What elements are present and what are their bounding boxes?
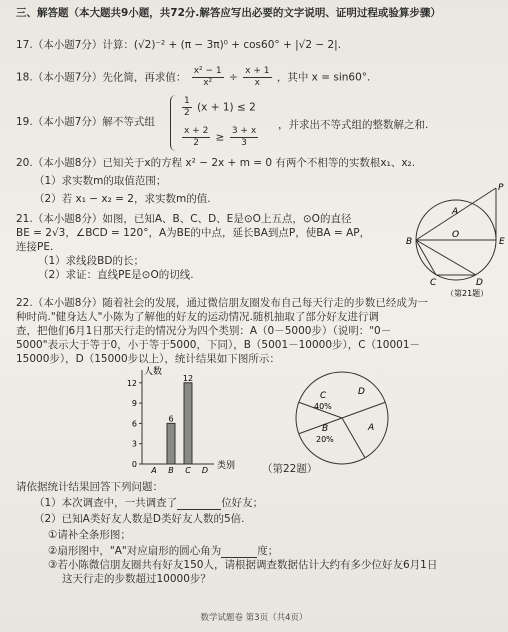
label-o: O [452,230,460,240]
q21-part-1: （1）求线段BD的长； [38,255,144,267]
q19-inequality-1 [180,96,256,119]
section-title: 三、解答题（本大题共9小题，共72分.解答应写出必要的文字说明、证明过程或验算步骤） [16,7,441,19]
q19-ineq2-lden: 2 [193,138,200,148]
bar-category-label-C: C [185,466,191,474]
q22-a1-blank[interactable] [177,499,221,510]
question-17 [16,38,341,52]
q22-prompt: 请依据统计结果回答下列问题： [16,481,163,493]
q22-line-2: 种时尚."健身达人"小陈为了解他的好友的运动情况.随机抽取了部分好友进行调 [16,311,379,323]
q22-line-5: 15000步），D（15000步以上），统计结果如下图所示： [16,353,280,365]
q18-label: 18.（本小题7分）先化简，再求值： [16,71,187,84]
label-e: E [499,237,505,247]
pie-divider [342,418,365,458]
bar-category-label-D: D [201,466,209,474]
pie-label-d: D [358,387,365,397]
pie-label-a: A [368,423,375,433]
q21-caption: （第21题） [446,289,489,298]
pie-divider [342,402,385,418]
q19-brace [170,95,179,151]
q22-a1-tail: 位好友； [221,497,264,509]
q20-part-1: （1）求实数m的取值范围； [34,175,167,187]
q18-tail: ，其中 x = sin60°. [276,71,371,84]
bar-categories [150,466,208,474]
pie-label-c: C [320,391,327,401]
bar-bars [167,374,193,464]
q19-ineq2-rnum: 3 + x [231,126,257,136]
q19-label: 19.（本小题7分）解不等式组 [16,116,155,128]
q18-frac1-den: x² [203,78,213,88]
q20-stem: 20.（本小题8分）已知关于x的方程 x² − 2x + m = 0 有两个不相等的实数根x₁、x₂. [16,157,416,169]
q22-bar-chart [122,364,250,474]
q21-part-2: （2）求证：直线PE是⊙O的切线. [38,269,194,281]
bar-y-tick-label: 0 [131,460,137,469]
bar-y-tick-label: 12 [126,378,137,388]
q19-ineq1-den: 2 [184,108,190,118]
q19-ineq2-lnum: x + 2 [184,126,209,136]
q22-line-1: 22.（本小题8分）随着社会的发展，通过微信朋友圈发布自己每天行走的步数已经成为一 [16,297,428,309]
q19-ineq2-left [182,126,210,149]
q22-line-3: 查，把他们6月1日那天行走的情况分为四个类别：A（0－5000步）（说明："0－ [16,325,392,337]
q22-answer-1 [34,496,263,510]
label-d: D [476,278,483,288]
q22-answer-2-3: ③若小陈微信朋友圈共有好友150人，请根据调查数据估计大约有多少位好友6月1日 [48,559,438,571]
bar-y-tick-label: 6 [131,419,137,429]
bar-y-tick-label: 3 [131,439,137,449]
q22-line-4: 5000"表示大于等于0，小于等于5000，下同），B（5001－10000步），C（10001－ [16,339,421,351]
q19-inequality-2 [180,126,260,149]
label-b: B [406,237,413,247]
q19-ineq1-rest: (x + 1) ≤ 2 [197,101,256,114]
bar-B [167,423,175,464]
line-bc [416,240,436,275]
q18-fraction-2 [243,66,271,89]
q21-stem-1: 21.（本小题8分）如图，已知A、B、C、D、E是⊙O上五点，⊙O的直径 [16,213,352,225]
q22-a22-blank[interactable] [221,547,257,558]
pie-divider [299,418,342,434]
q22-caption: （第22题） [262,463,318,475]
q21-stem-2: BE = 2√3，∠BCD = 120°，A为BE的中点，延长BA到点P，使BA = AP， [16,227,371,239]
bar-y-axis-label: 人数 [144,367,163,377]
bar-x-axis-label: 类别 [217,461,236,471]
q22-answer-2-3b: 这天行走的步数超过10000步？ [62,573,211,585]
q17-expr: (√2)⁻² + (π − 3π)⁰ + cos60° + |√2 − 2|. [133,39,342,51]
q22-answer-2-2 [48,544,278,558]
q19-ineq2-rden: 3 [241,138,247,148]
question-18 [16,66,370,89]
pie-label-b: B [322,424,329,434]
q22-answer-2: （2）已知A类好友人数是D类好友人数的5倍. [34,513,245,525]
q18-frac2-den: x [254,78,260,88]
q18-frac1-num: x² − 1 [193,66,222,76]
label-c: C [430,278,437,288]
q22-a1-text: （1）本次调查中，一共调查了 [34,497,178,509]
q22-a22-text: ②扇形图中，"A"对应扇形的圆心角为 [48,545,222,557]
bar-value-label-C: 12 [182,373,194,383]
q21-geometry-figure [402,180,508,298]
q22-pie-chart [292,368,392,468]
label-a: A [452,207,459,217]
q22-answer-2-1: ①请补全条形图； [48,529,131,541]
label-p: P [498,183,504,193]
q19-tail: ，并求出不等式组的整数解之和. [278,119,429,131]
page-footer: 数学试题卷 第3页（共4页） [200,613,308,623]
bar-category-label-A: A [151,466,157,474]
bar-y-tick-label: 9 [131,399,137,409]
bar-y-ticks [127,379,142,469]
q21-stem-3: 连接PE. [16,241,54,253]
q22-a22-tail: 度； [257,545,279,557]
q19-ineq1-frac [182,96,192,119]
q19-ineq1-num: 1 [184,96,190,106]
q19-ineq2-right [230,126,258,149]
line-bd [416,240,476,275]
pie-pct-b: 20% [316,435,334,444]
bar-category-label-B: B [168,466,174,474]
bar-value-label-B: 6 [168,414,174,424]
pie-pct-c: 40% [314,402,332,411]
bar-C [184,383,192,464]
q20-part-2: （2）若 x₁ − x₂ = 2，求实数m的值. [34,193,211,205]
q18-op: ÷ [229,71,238,84]
q18-frac2-num: x + 1 [245,66,270,76]
q18-fraction-1 [192,66,224,89]
q17-label: 17.（本小题7分）计算： [16,39,134,51]
q19-ineq2-op: ≥ [215,131,225,144]
